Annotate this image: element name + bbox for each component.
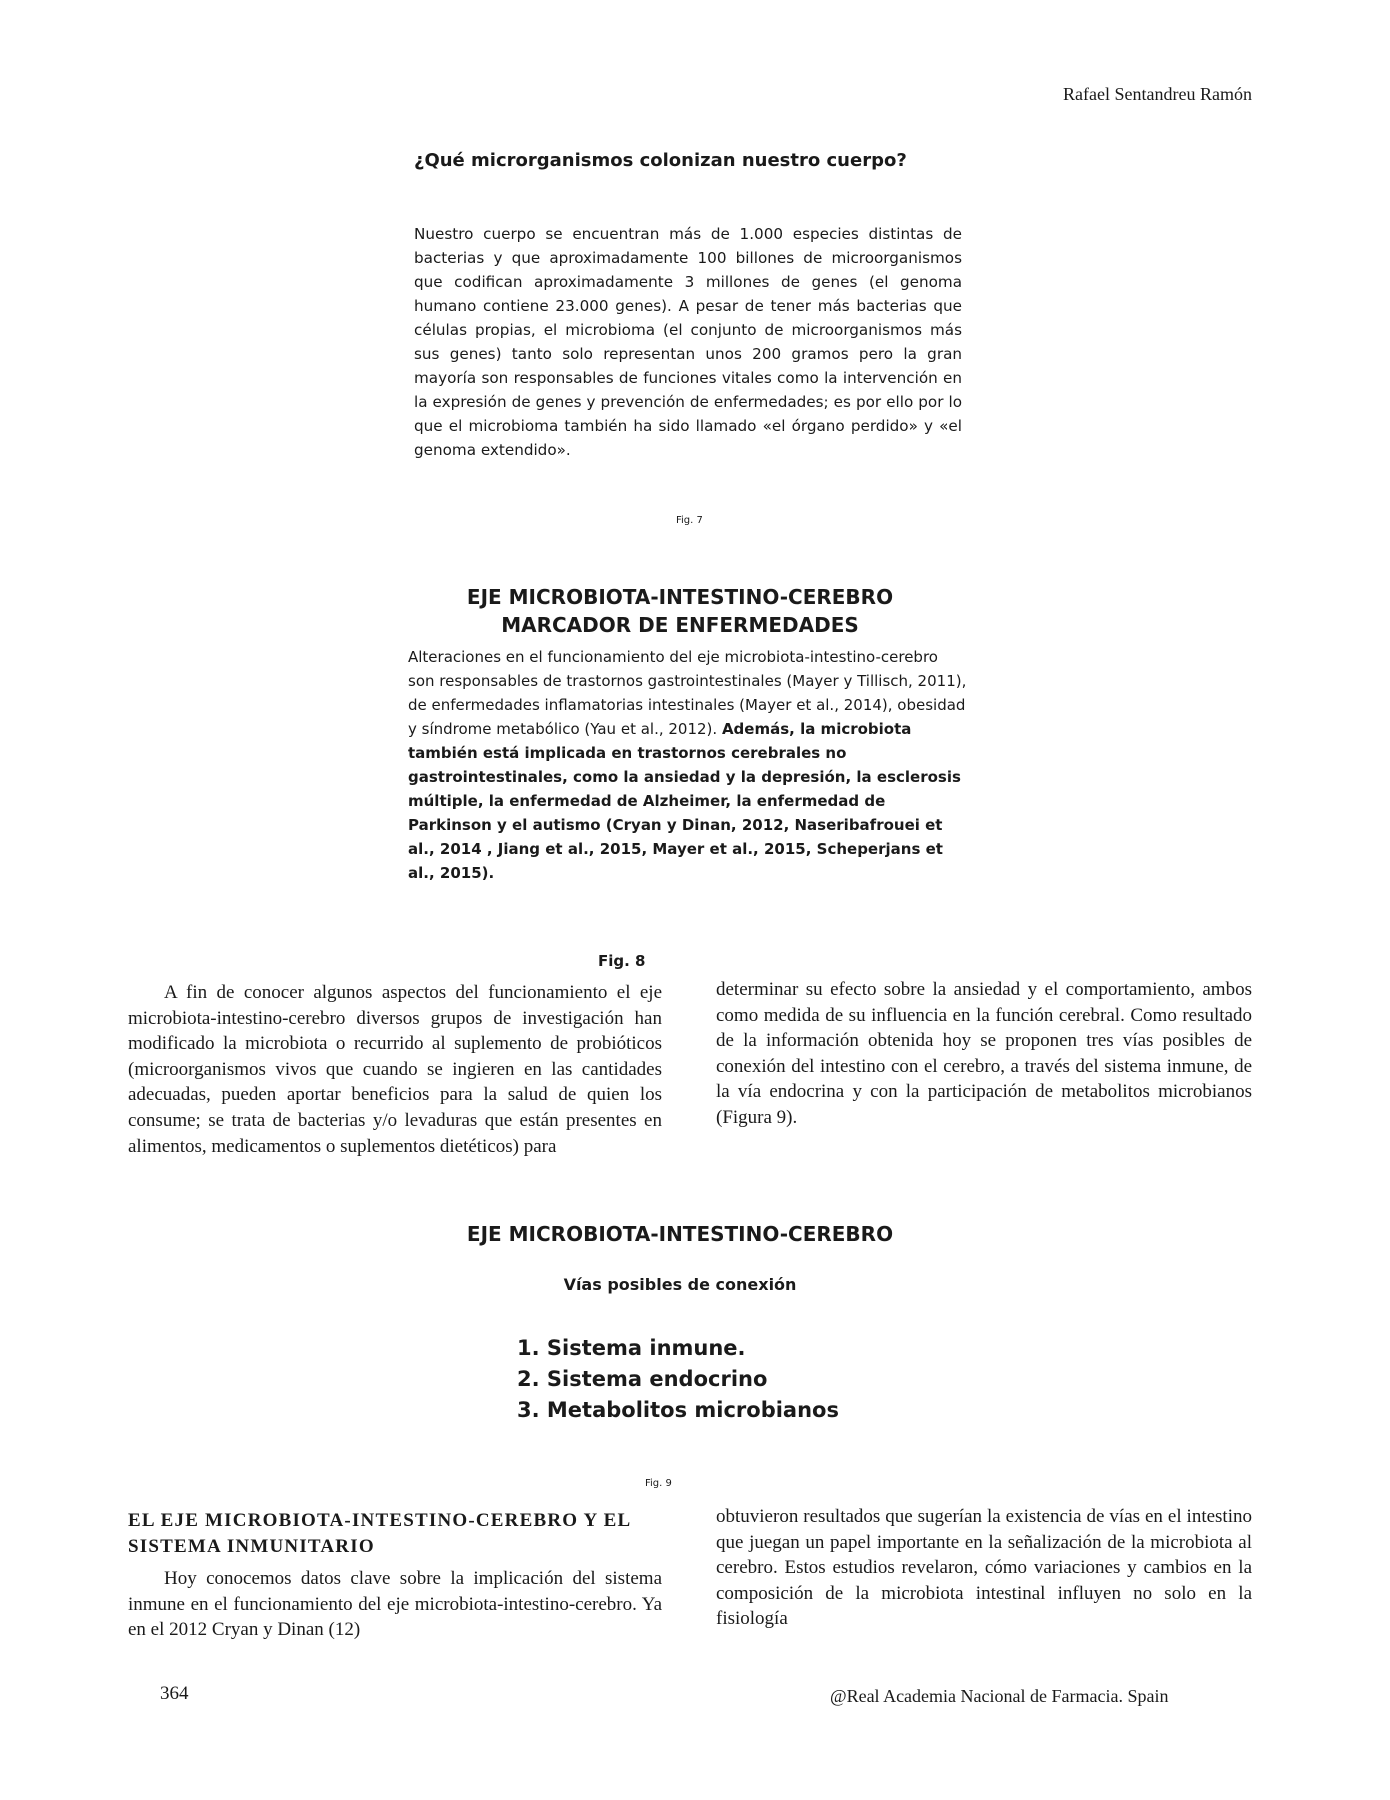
fig9-list-item: 1. Sistema inmune.	[517, 1336, 746, 1360]
section-heading: EL EJE MICROBIOTA-INTESTINO-CEREBRO Y EL SISTEMA INMUNITARIO	[128, 1510, 631, 1557]
fig8-title	[360, 583, 1000, 639]
fig8-caption: Fig. 8	[598, 952, 646, 970]
running-header-author: Rafael Sentandreu Ramón	[1063, 84, 1252, 104]
column-left-paragraph-2: Hoy conocemos datos clave sobre la implicación del sistema inmune en el funcionamiento del eje microbiota-intestino-cerebro. Ya en el 2012 Cryan y Dinan (12)	[128, 1568, 662, 1641]
fig9-subtitle: Vías posibles de conexión	[563, 1275, 797, 1294]
fig7-body-text: Nuestro cuerpo se encuentran más de 1.000 especies distintas de bacterias y que aproximadamente 100 billones de microorganismos que codifican aproximadamente 3 millones de genes (el genoma humano contiene 23.000 genes). A pesar de tener más bacterias que células propias, el microbioma (el conjunto de microorganismos más sus genes) tanto solo representan unos 200 gramos pero la gran mayoría son responsables de funciones vitales como la intervención en la expresión de genes y prevención de enfermedades; es por ello por lo que el microbioma también ha sido llamado «el órgano perdido» y «el genoma extendido».	[414, 225, 962, 459]
fig9-list	[517, 1333, 839, 1426]
column-right-paragraph: determinar su efecto sobre la ansiedad y el comportamiento, ambos como medida de su influencia en la función cerebral. Como resultado de la información obtenida hoy se proponen tres vías posibles de conexión del intestino con el cerebro, a través del sistema inmune, de la vía endocrina y con la participación de metabolitos microbianos (Figura 9).	[716, 979, 1252, 1128]
fig7-caption: Fig. 7	[676, 515, 703, 526]
footer-credit: @Real Academia Nacional de Farmacia. Spain	[830, 1686, 1169, 1706]
fig8-title-line1: EJE MICROBIOTA-INTESTINO-CEREBRO	[466, 585, 894, 609]
fig9-caption: Fig. 9	[645, 1478, 672, 1489]
fig9-list-item: 3. Metabolitos microbianos	[517, 1398, 839, 1422]
fig8-title-line2: MARCADOR DE ENFERMEDADES	[501, 613, 859, 637]
fig9-list-item: 2. Sistema endocrino	[517, 1367, 768, 1391]
page-number: 364	[160, 1683, 189, 1704]
fig9-title: EJE MICROBIOTA-INTESTINO-CEREBRO	[466, 1222, 894, 1246]
fig7-heading: ¿Qué microrganismos colonizan nuestro cuerpo?	[414, 150, 907, 171]
fig8-body-regular: Alteraciones en el funcionamiento del eje microbiota-intestino-cerebro son responsables de trastornos gastrointestinales (Mayer y Tillisch, 2011), de enfermedades inflamatorias intestinales (Mayer et al., 2014), obesidad y síndrome metabólico (Yau et al., 2012).	[408, 648, 967, 738]
column-left-paragraph: A fin de conocer algunos aspectos del funcionamiento el eje microbiota-intestino-cerebro diversos grupos de investigación han modificado la microbiota o recurrido al suplemento de probióticos (microorganismos vivos que cuando se ingieren en las cantidades adecuadas, pueden aportar beneficios para la salud de quien los consume; se trata de bacterias y/o levaduras que están presentes en alimentos, medicamentos o suplementos dietéticos) para	[128, 982, 662, 1157]
fig8-body	[408, 645, 968, 885]
column-right-paragraph-2: obtuvieron resultados que sugerían la existencia de vías en el intestino que juegan un papel importante en la señalización de la microbiota al cerebro. Estos estudios revelaron, cómo variaciones y cambios en la composición de la microbiota intestinal influyen no solo en la fisiología	[716, 1506, 1252, 1630]
fig8-body-bold: Además, la microbiota también está implicada en trastornos cerebrales no gastrointestinales, como la ansiedad y la depresión, la esclerosis múltiple, la enfermedad de Alzheimer, la enfermedad de Parkinson y el autismo (Cryan y Dinan, 2012, Naseribafrouei et al., 2014 , Jiang et al., 2015, Mayer et al., 2015, Scheperjans et al., 2015).	[408, 720, 961, 882]
